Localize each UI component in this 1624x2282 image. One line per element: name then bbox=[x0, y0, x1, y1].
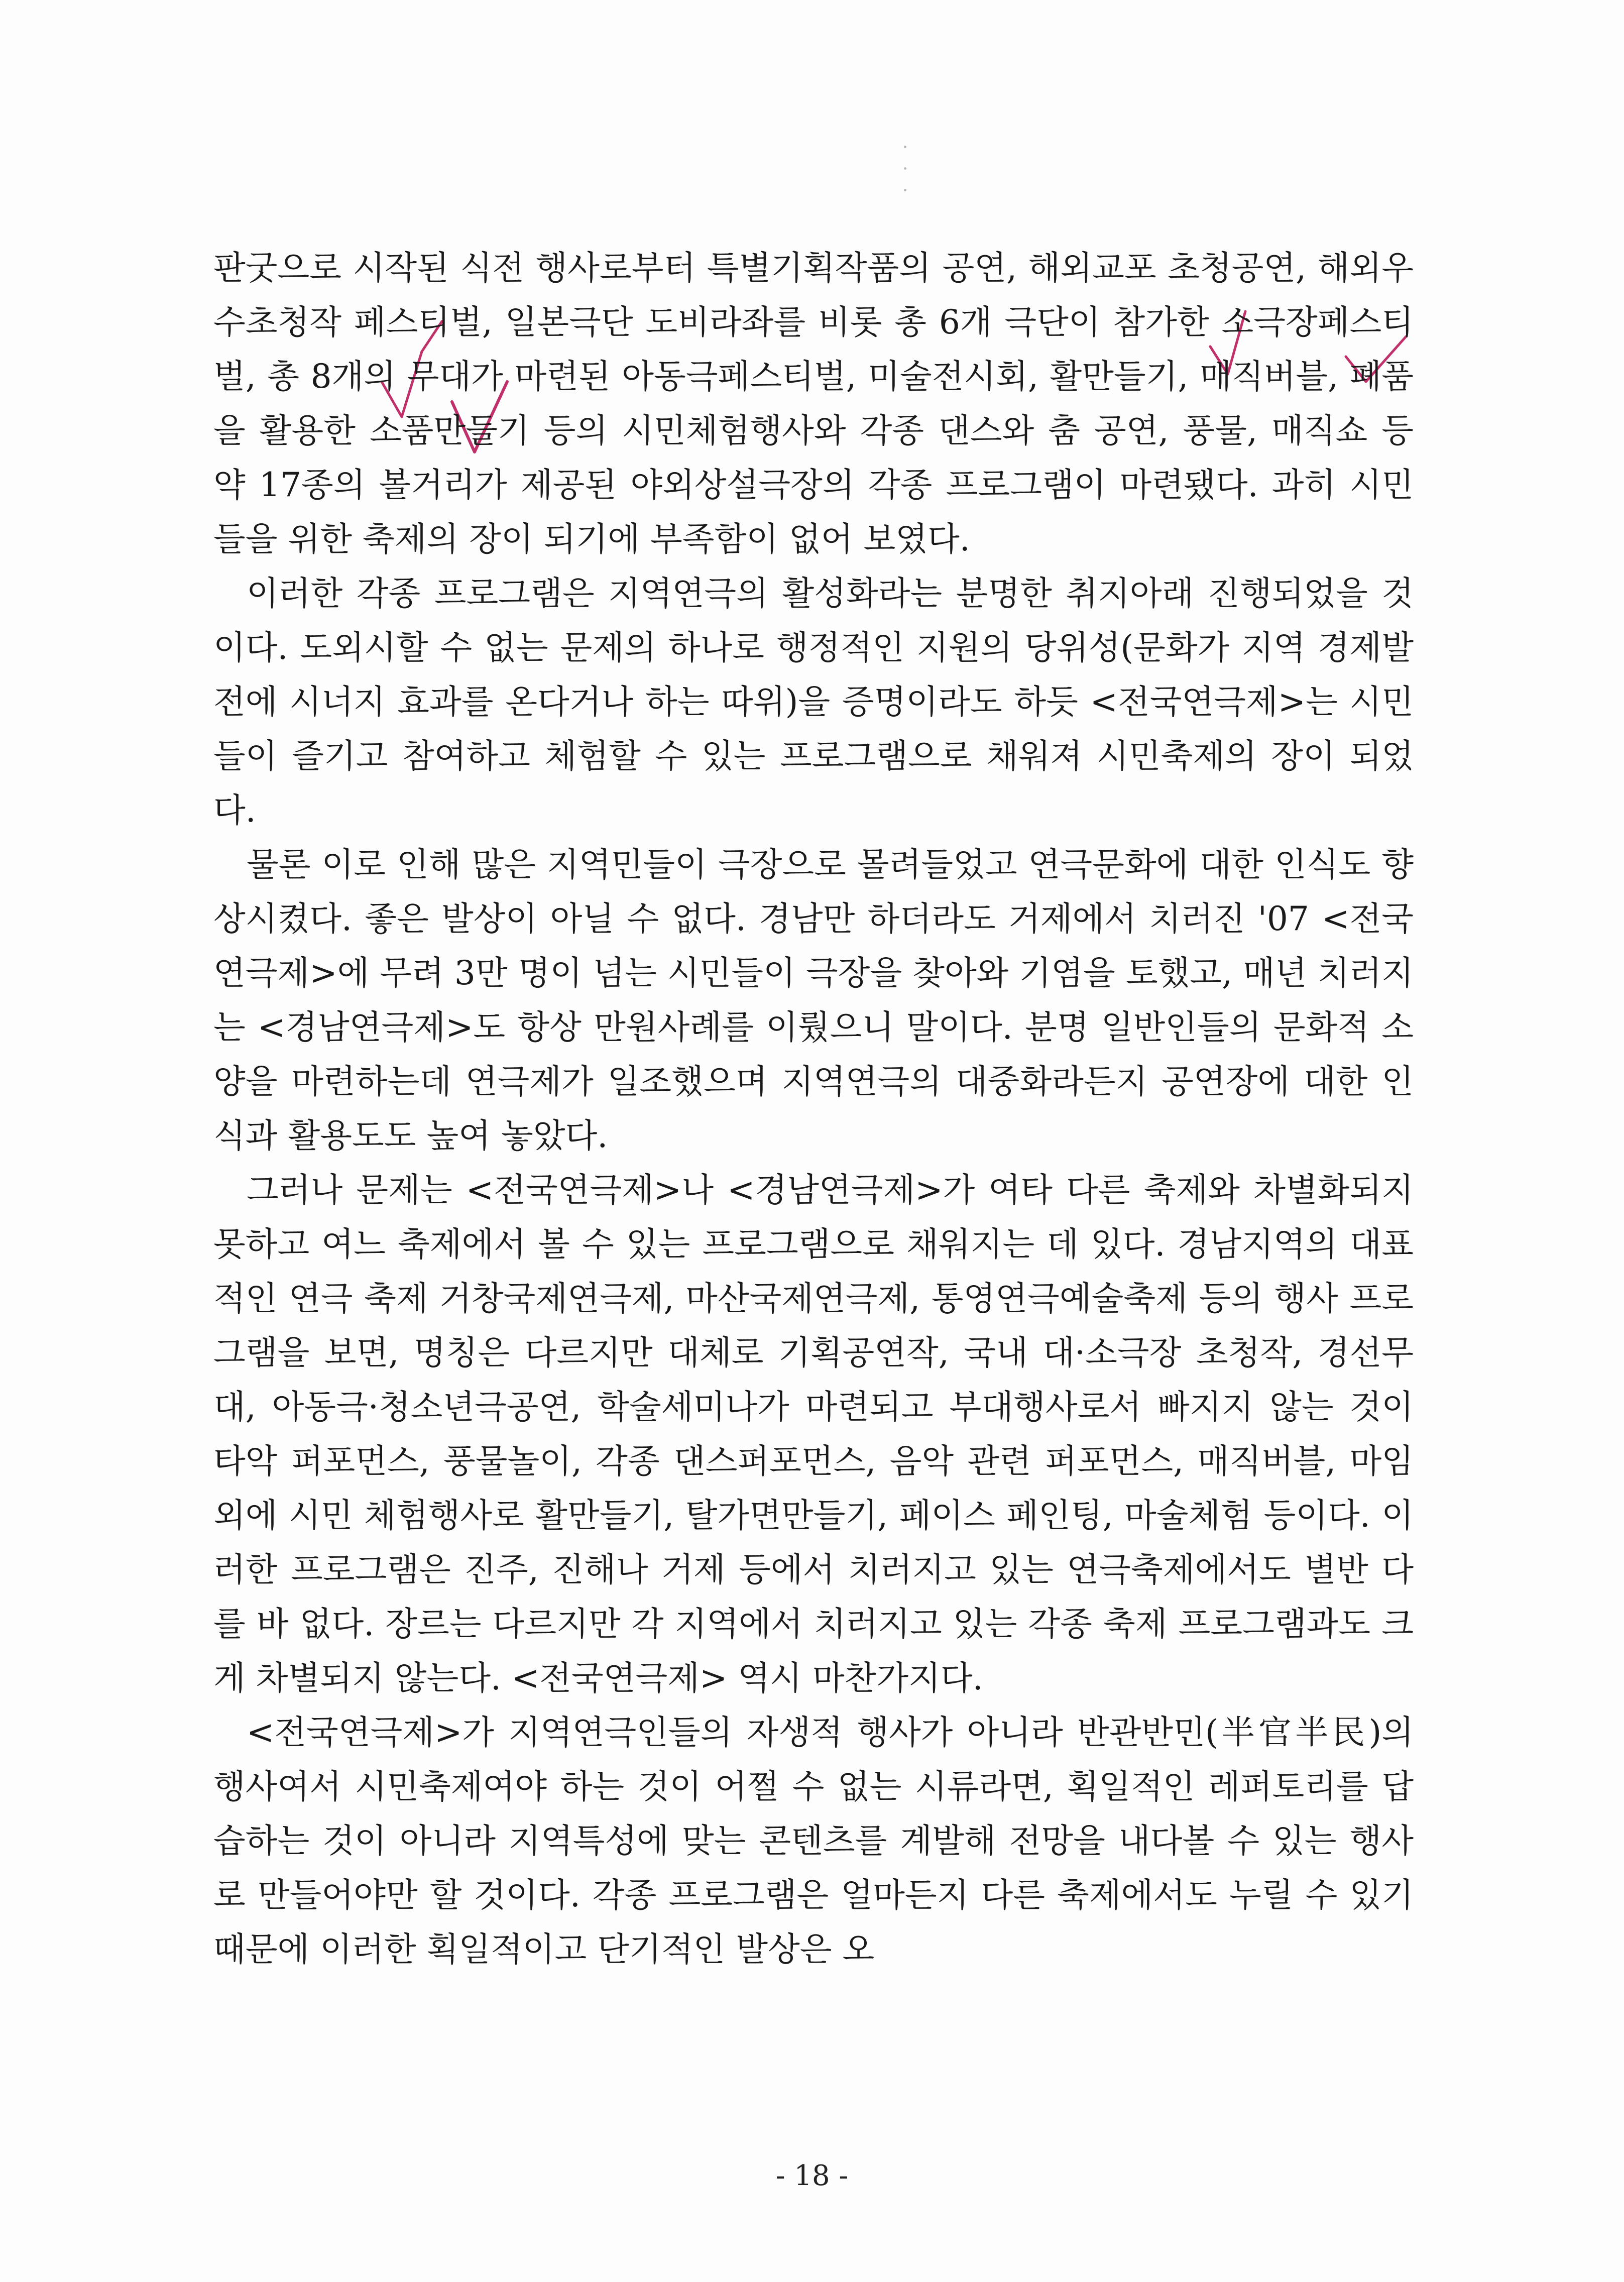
scan-artifact-dots bbox=[904, 146, 909, 216]
page-number: - 18 - bbox=[775, 2159, 849, 2192]
paragraph-3: 물론 이로 인해 많은 지역민들이 극장으로 몰려들었고 연극문화에 대한 인식도 향상시켰다. 좋은 발상이 아닐 수 없다. 경남만 하더라도 거제에서 치러진 '07 <전국연극제>에 무려 3만 명이 넘는 시민들이 극장을 찾아와 기염을 토했고, 매년 치러지는 <경남연극제>도 항상 만원사례를 이뤘으니 말이다. 분명 일반인들의 문화적 소양을 마련하는데 연극제가 일조했으며 지역연극의 대중화라든지 공연장에 대한 인식과 활용도도 높여 놓았다. bbox=[213, 845, 1414, 1155]
paragraph-5: <전국연극제>가 지역연극인들의 자생적 행사가 아니라 반관반민(半官半民)의 행사여서 시민축제여야 하는 것이 어쩔 수 없는 시류라면, 획일적인 레퍼토리를 답습하는 것이 아니라 지역특성에 맞는 콘텐츠를 계발해 전망을 내다볼 수 있는 행사로 만들어야만 할 것이다. 각종 프로그램은 얼마든지 다른 축제에서도 누릴 수 있기 때문에 이러한 획일적이고 단기적인 발상은 오 bbox=[213, 1713, 1414, 1969]
paragraph-1: 판굿으로 시작된 식전 행사로부터 특별기획작품의 공연, 해외교포 초청공연, 해외우수초청작 페스티벌, 일본극단 도비라좌를 비롯 총 6개 극단이 참가한 소극장페스티벌, 총 8개의 무대가 마련된 아동극페스티벌, 미술전시회, 활만들기, 매직버블, 폐품을 활용한 소품만들기 등의 시민체험행사와 각종 댄스와 춤 공연, 풍물, 매직쇼 등 약 17종의 볼거리가 제공된 야외상설극장의 각종 프로그램이 마련됐다. 과히 시민들을 위한 축제의 장이 되기에 부족함이 없어 보였다. bbox=[213, 249, 1414, 558]
paragraph-2: 이러한 각종 프로그램은 지역연극의 활성화라는 분명한 취지아래 진행되었을 것이다. 도외시할 수 없는 문제의 하나로 행정적인 지원의 당위성(문화가 지역 경제발전에 시너지 효과를 온다거나 하는 따위)을 증명이라도 하듯 <전국연극제>는 시민들이 즐기고 참여하고 체험할 수 있는 프로그램으로 채워져 시민축제의 장이 되었다. bbox=[213, 574, 1414, 830]
body-text bbox=[213, 241, 1414, 1977]
paragraph-4: 그러나 문제는 <전국연극제>나 <경남연극제>가 여타 다른 축제와 차별화되지 못하고 여느 축제에서 볼 수 있는 프로그램으로 채워지는 데 있다. 경남지역의 대표적인 연극 축제 거창국제연극제, 마산국제연극제, 통영연극예술축제 등의 행사 프로그램을 보면, 명칭은 다르지만 대체로 기획공연작, 국내 대·소극장 초청작, 경선무대, 아동극·청소년극공연, 학술세미나가 마련되고 부대행사로서 빠지지 않는 것이 타악 퍼포먼스, 풍물놀이, 각종 댄스퍼포먼스, 음악 관련 퍼포먼스, 매직버블, 마임 외에 시민 체험행사로 활만들기, 탈가면만들기, 페이스 페인팅, 마술체험 등이다. 이러한 프로그램은 진주, 진해나 거제 등에서 치러지고 있는 연극축제에서도 별반 다를 바 없다. 장르는 다르지만 각 지역에서 치러지고 있는 각종 축제 프로그램과도 크게 차별되지 않는다. <전국연극제> 역시 마찬가지다. bbox=[213, 1171, 1414, 1697]
